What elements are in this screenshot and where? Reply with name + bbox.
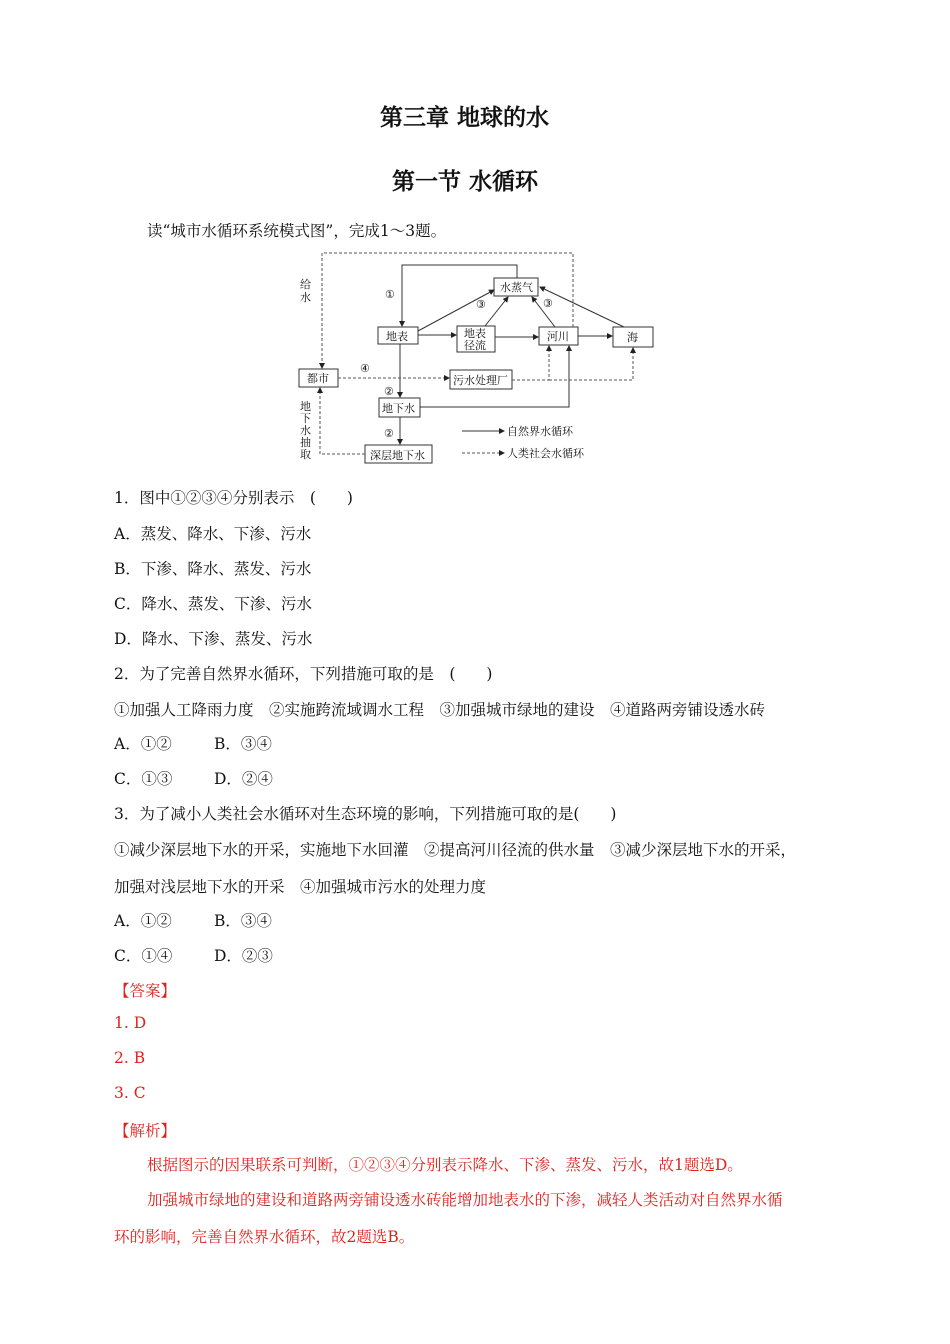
option: C．降水、蒸发、下渗、污水 [114,595,312,613]
analysis-text: 根据图示的因果联系可判断，①②③④分别表示降水、下渗、蒸发、污水，故1题选D。 [147,1156,743,1174]
analysis-heading: 【解析】 [114,1122,177,1140]
label-pump: 水 [300,424,311,437]
label-3b: ③ [543,297,553,310]
label-supply: 给 [300,278,311,291]
label-pump: 抽 [300,436,311,449]
answer: 1. D [114,1014,147,1032]
node-river: 河川 [547,330,569,343]
node-vapor: 水蒸气 [500,281,533,294]
label-1: ① [385,288,395,301]
label-pump: 取 [300,448,311,461]
section-title: 第一节 水循环 [392,169,539,195]
node-deep-groundwater: 深层地下水 [370,449,425,462]
question-3: 3．为了减小人类社会水循环对生态环境的影响，下列措施可取的是( ) [114,805,617,823]
node-runoff-2: 径流 [464,339,486,352]
option: D．降水、下渗、蒸发、污水 [114,630,313,648]
water-cycle-diagram [290,245,670,470]
question-2-items: ①加强人工降雨力度 ②实施跨流域调水工程 ③加强城市绿地的建设 ④道路两旁铺设透水砖 [114,701,766,719]
label-pump: 下 [300,412,311,425]
label-supply-2: 水 [300,291,311,304]
option: B．③④ [214,735,272,753]
question-2: 2．为了完善自然界水循环，下列措施可取的是 ( ) [114,665,493,683]
node-sea: 海 [627,331,638,344]
node-runoff: 地表 [464,327,486,340]
legend-human: 人类社会水循环 [507,447,584,460]
node-city: 都市 [307,372,329,385]
node-sewage-plant: 污水处理厂 [453,374,508,387]
analysis-text: 环的影响，完善自然界水循环，故2题选B。 [114,1228,415,1246]
label-2b: ② [384,427,394,440]
option: A．①② [114,735,172,753]
analysis-text: 加强城市绿地的建设和道路两旁铺设透水砖能增加地表水的下渗，减轻人类活动对自然界水循 [147,1191,783,1209]
question-3-items-2: 加强对浅层地下水的开采 ④加强城市污水的处理力度 [114,878,487,896]
option: D．②③ [214,947,273,965]
chapter-title: 第三章 地球的水 [380,105,550,131]
option: D．②④ [214,770,273,788]
option: A．①② [114,912,172,930]
option: C．①④ [114,947,173,965]
node-surface: 地表 [386,330,408,343]
label-2a: ② [384,385,394,398]
answer-heading: 【答案】 [114,982,177,1000]
label-pump: 地 [300,400,311,413]
option: A．蒸发、降水、下渗、污水 [114,525,312,543]
option: B．③④ [214,912,272,930]
answer: 2. B [114,1049,146,1067]
intro-text: 读“城市水循环系统模式图”，完成1～3题。 [147,222,447,240]
option: B．下渗、降水、蒸发、污水 [114,560,312,578]
question-3-items: ①减少深层地下水的开采，实施地下水回灌 ②提高河川径流的供水量 ③减少深层地下水的开采， [114,841,797,859]
question-1: 1．图中①②③④分别表示 ( ) [114,489,353,507]
answer: 3. C [114,1084,146,1102]
label-4: ④ [360,362,370,375]
node-groundwater: 地下水 [382,402,415,415]
label-3a: ③ [476,298,486,311]
option: C．①③ [114,770,173,788]
legend-natural: 自然界水循环 [507,425,573,438]
